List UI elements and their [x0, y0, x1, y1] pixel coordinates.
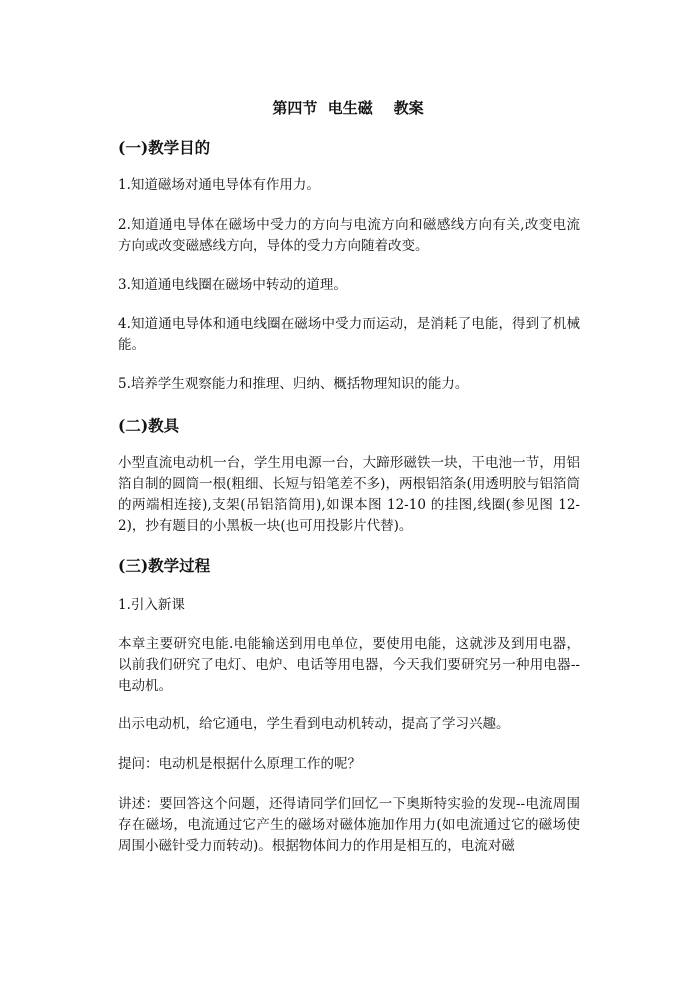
equipment-paragraph: 小型直流电动机一台，学生用电源一台，大蹄形磁铁一块，干电池一节，用铝箔自制的圆筒一根(粗细、长短与铅笔差不多)，两根铝箔条(用透明胶与铝箔筒的两端相连接),支架(吊铝箔筒用),如课本图 12-10 的挂图,线圈(参见图 12-2)，抄有题目的小黑板一块(也可用投影片代替)。 — [118, 455, 580, 534]
section-heading-objectives: (一)教学目的 — [118, 138, 211, 157]
objective-paragraph-3: 3.知道通电线圈在磁场中转动的道理。 — [118, 277, 347, 293]
objective-paragraph-2: 2.知道通电导体在磁场中受力的方向与电流方向和磁感线方向有关,改变电流方向或改变磁感线方向，导体的受力方向随着改变。 — [118, 217, 580, 254]
objective-paragraph-5: 5.培养学生观察能力和推理、归纳、概括物理知识的能力。 — [118, 376, 469, 392]
process-paragraph-2: 本章主要研究电能.电能输送到用电单位，要使用电能，这就涉及到用电器，以前我们研究了电灯、电炉、电话等用电器，今天我们要研究另一种用电器--电动机。 — [118, 636, 580, 694]
process-paragraph-5: 讲述：要回答这个问题，还得请同学们回忆一下奥斯特实验的发现--电流周围存在磁场，电流通过它产生的磁场对磁体施加作用力(如电流通过它的磁场使周围小磁针受力而转动)。根据物体间力的作用是相互的，电流对磁 — [118, 796, 580, 854]
document-title: 第四节 电生磁 教案 — [272, 99, 424, 117]
process-paragraph-4: 提问：电动机是根据什么原理工作的呢？ — [118, 756, 361, 772]
section-heading-equipment: (二)教具 — [118, 416, 180, 435]
objective-paragraph-1: 1.知道磁场对通电导体有作用力。 — [118, 177, 320, 193]
objective-paragraph-4: 4.知道通电导体和通电线圈在磁场中受力而运动，是消耗了电能，得到了机械能。 — [118, 316, 580, 353]
section-heading-process: (三)教学过程 — [118, 556, 211, 575]
process-paragraph-1: 1.引入新课 — [118, 597, 185, 613]
process-paragraph-3: 出示电动机，给它通电，学生看到电动机转动，提高了学习兴趣。 — [118, 716, 510, 732]
